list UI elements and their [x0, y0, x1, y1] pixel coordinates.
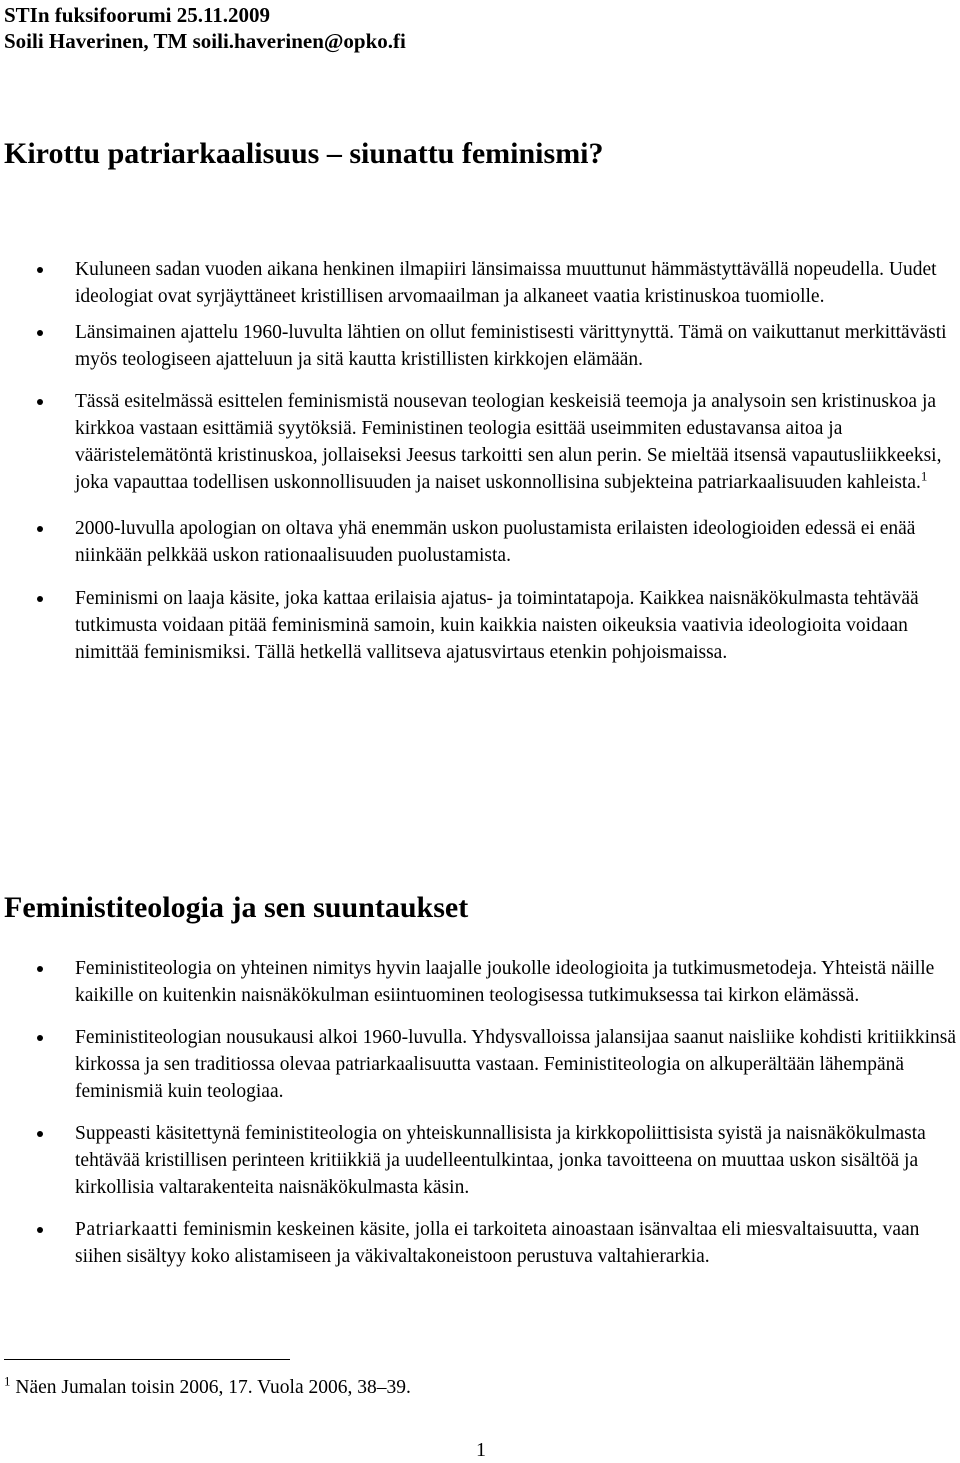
- list-item-text: Feministiteologian nousukausi alkoi 1960-luvulla. Yhdysvalloissa jalansijaa saanut naisliike kohdisti kritiikkinsä kirkossa ja sen traditiossa olevaa patriarkaalisuutta vastaan. Feministiteologia on alkuperältään lähempänä feminismiä kuin teologiaa.: [75, 1027, 957, 1102]
- list-item: [0, 256, 960, 310]
- document-title: Kirottu patriarkaalisuus – siunattu feminismi?: [4, 137, 604, 170]
- list-item: [0, 1120, 960, 1201]
- bullet-icon: [37, 1131, 43, 1137]
- list-item-text: Länsimainen ajattelu 1960-luvulta lähtien on ollut feministisesti värittynyttä. Tämä on vaikuttanut merkittävästi myös teologiseen ajatteluun ja sitä kautta kristillisten kirkkojen elämään.: [75, 322, 947, 370]
- list-item-text: Feministiteologia on yhteinen nimitys hyvin laajalle joukolle ideologioita ja tutkimusmetodeja. Yhteistä näille kaikille on kuitenkin naisnäkökulman esiintuominen teologisessa tutkimuksessa tai kirkon elämässä.: [75, 958, 935, 1006]
- list-item-text: 2000-luvulla apologian on oltava yhä enemmän uskon puolustamista erilaisten ideologioiden edessä ei enää niinkään pelkkää uskon rationaalisuuden puolustamista.: [75, 518, 916, 566]
- list-item: [0, 388, 960, 496]
- bullet-icon: [37, 399, 43, 405]
- list-item: [0, 515, 960, 569]
- list-item-text: Tässä esitelmässä esittelen feminismistä nousevan teologian keskeisiä teemoja ja analysoin sen kristinuskoa ja kirkkoa vastaan esittämiä syytöksiä. Feministinen teologia esittää useimmiten edustavansa aitoa ja vääristelemätöntä kristinuskoa, jollaiseksi Jeesus tarkoitti sen alun perin. Se mieltää itsensä vapautusliikkeeksi, joka vapauttaa todellisen uskonnollisuuden ja naiset uskonnollisina subjekteina patriarkaalisuuden kahleista.$^1$: [75, 391, 942, 493]
- term-patriarkaatti: Patriarkaatti: [75, 1219, 179, 1240]
- footnote-separator: [4, 1359, 290, 1360]
- bullet-icon: [37, 1227, 43, 1233]
- footnote-text: Näen Jumalan toisin 2006, 17. Vuola 2006, 38–39.: [15, 1377, 411, 1398]
- footnote: [4, 1373, 411, 1400]
- footnote-mark: 1: [4, 1373, 11, 1389]
- bullet-icon: [37, 596, 43, 602]
- footnote-reference: 1: [920, 468, 928, 484]
- list-item-text: Feminismi on laaja käsite, joka kattaa erilaisia ajatus- ja toimintatapoja. Kaikkea naisnäkökulmasta tehtävää tutkimusta voidaan pitää feminisminä samoin, kuin kaikkia naisten oikeuksia vaativia ideologioita voidaan nimittää feminismiksi. Tällä hetkellä vallitseva ajatusvirtaus etenkin pohjoismaissa.: [75, 588, 919, 663]
- list-item: [0, 585, 960, 666]
- bullet-icon: [37, 966, 43, 972]
- page-number: 1: [476, 1439, 486, 1461]
- list-item: [0, 1216, 960, 1270]
- list-item: [0, 955, 960, 1009]
- bullet-icon: [37, 526, 43, 532]
- section-heading: Feministiteologia ja sen suuntaukset: [4, 891, 469, 924]
- intro-bullet-list: [0, 256, 960, 678]
- bullet-icon: [37, 330, 43, 336]
- bullet-icon: [37, 267, 43, 273]
- bullet-icon: [37, 1035, 43, 1041]
- document-header: [4, 2, 406, 54]
- list-item: [0, 319, 960, 373]
- list-item-text: Patriarkaatti feminismin keskeinen käsite, jolla ei tarkoiteta ainoastaan isänvaltaa eli miesvaltaisuutta, vaan siihen sisältyy koko alistamiseen ja väkivaltakoneistoon perustuva valtahierarkia.: [75, 1219, 920, 1267]
- section-bullet-list: [0, 955, 960, 1282]
- list-item-text: Suppeasti käsitettynä feministiteologia on yhteiskunnallisista ja kirkkopoliittisista syistä ja naisnäkökulmasta tehtävää kristillisen perinteen kritiikkiä ja uudelleentulkintaa, jonka tavoitteena on muuttaa uskon sisältöä ja kirkollisia valtarakenteita naisnäkökulmasta käsin.: [75, 1123, 926, 1198]
- header-author-line: Soili Haverinen, TM soili.haverinen@opko.fi: [4, 29, 406, 53]
- list-item: [0, 1024, 960, 1105]
- header-event-line: STIn fuksifoorumi 25.11.2009: [4, 3, 271, 27]
- list-item-text: Kuluneen sadan vuoden aikana henkinen ilmapiiri länsimaissa muuttunut hämmästyttävällä nopeudella. Uudet ideologiat ovat syrjäyttäneet kristillisen arvomaailman ja alkaneet vaatia kristinuskoa tuomiolle.: [75, 259, 937, 307]
